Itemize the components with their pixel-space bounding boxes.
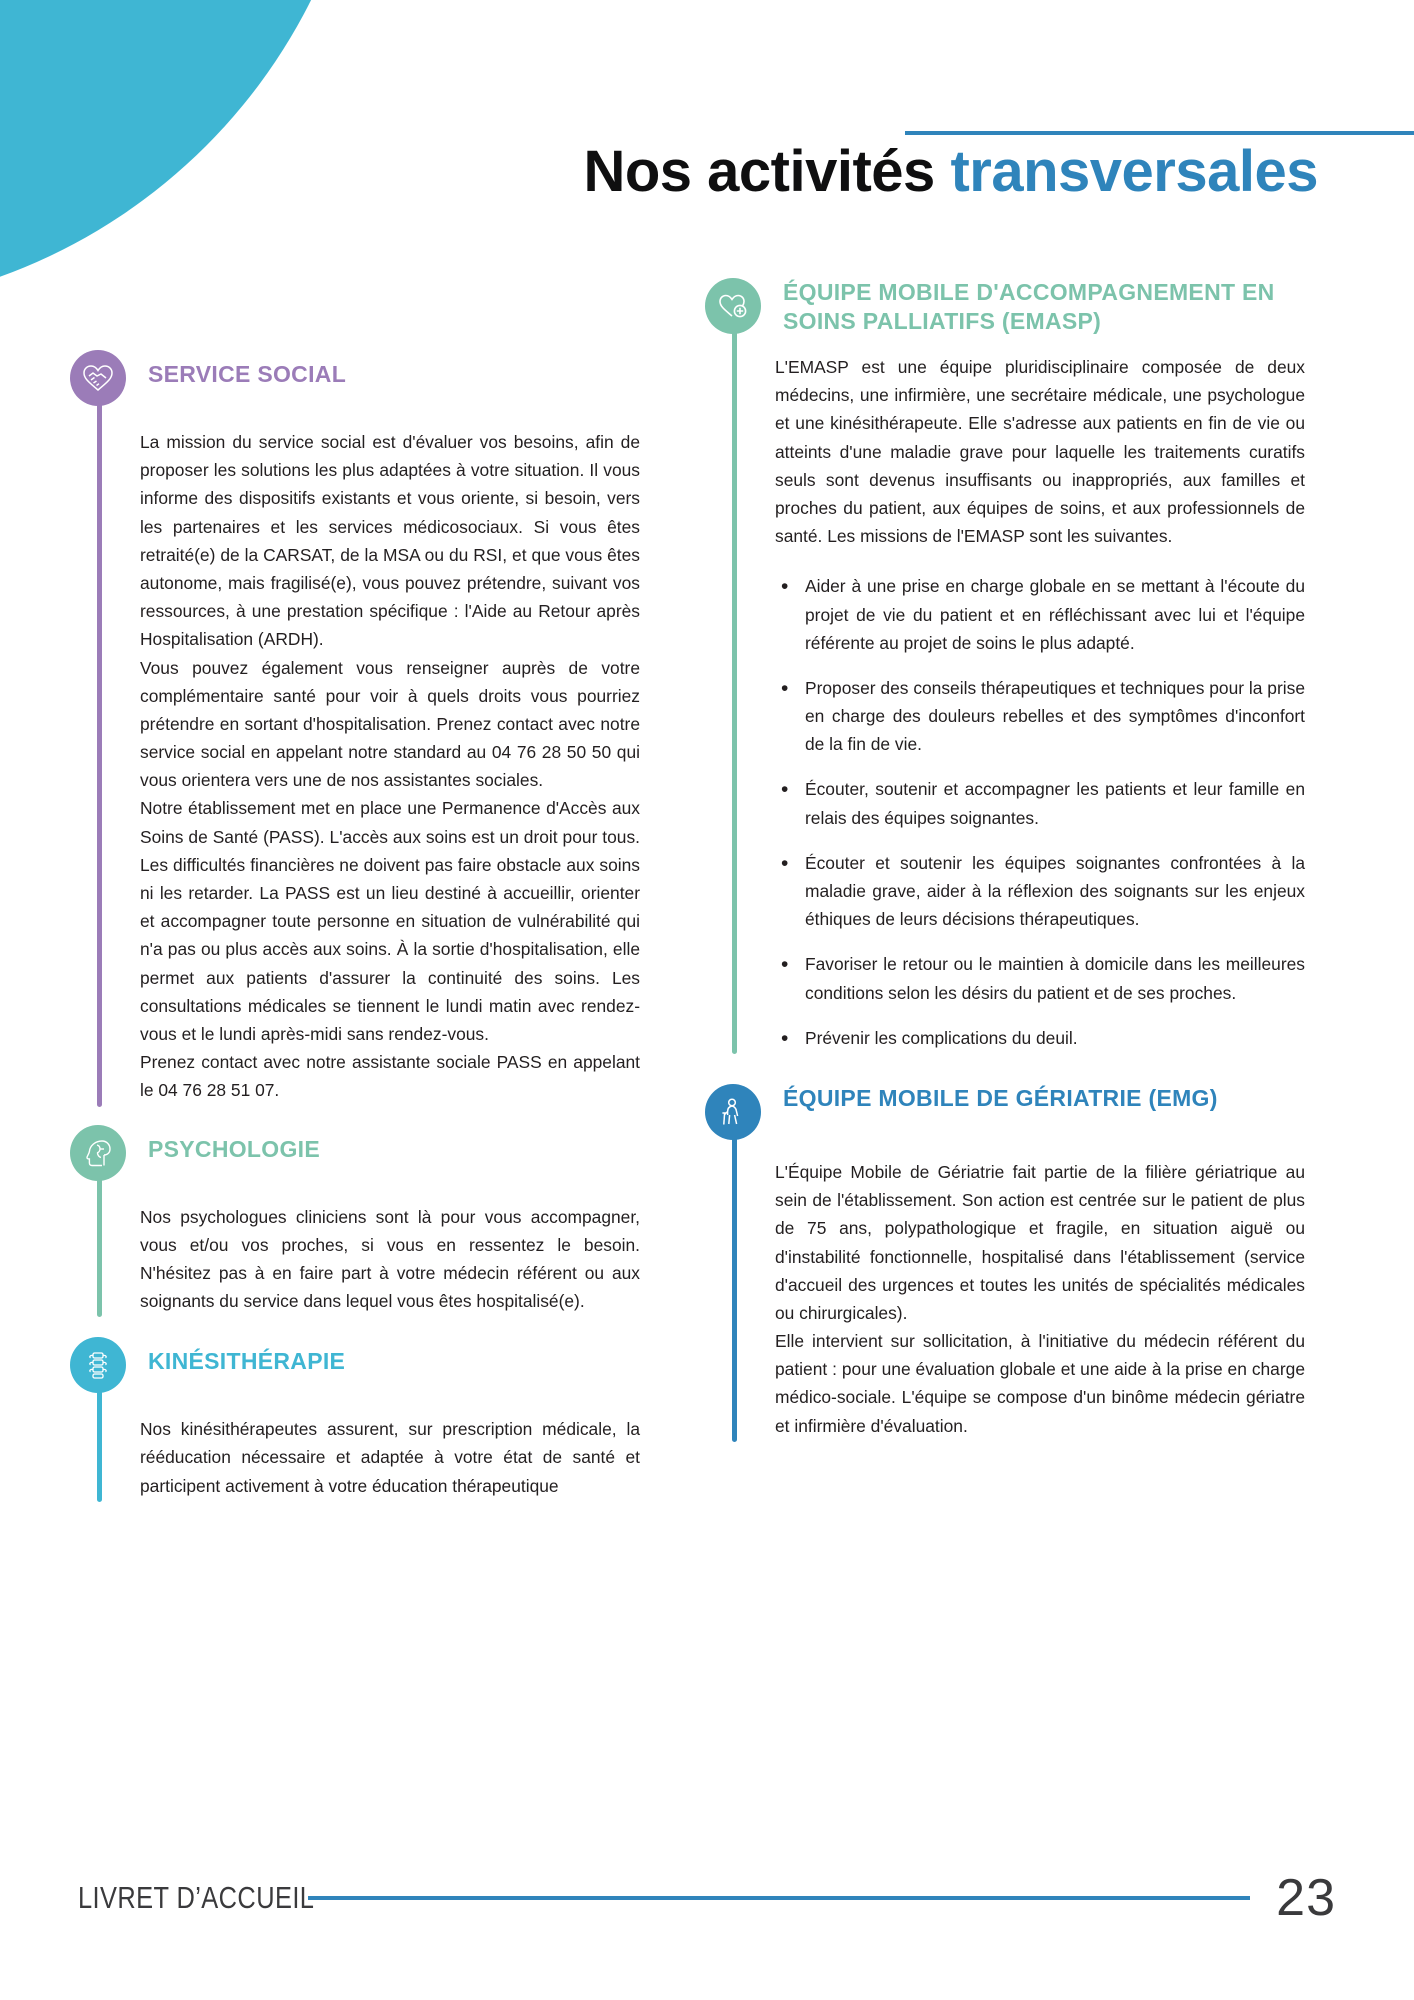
left-column: [70, 350, 640, 1502]
section-body: [775, 353, 1305, 550]
page-title-part1: Nos activités: [583, 139, 951, 204]
list-item: • Proposer des conseils thérapeutiques et techniques pour la prise en charge des douleurs rebelles et des symptômes d'inconfort de la fin de vie.: [775, 674, 1305, 759]
paragraph: Notre établissement met en place une Permanence d'Accès aux Soins de Santé (PASS). L'accès aux soins est un droit pour tous. Les difficultés financières ne doivent pas faire obstacle aux soins ni les retarder. La PASS est un lieu destiné à accueillir, orienter et accompagner toute personne en situation de vulnérabilité qui n'a pas ou plus accès aux soins. À la sortie d'hospitalisation, elle permet aux patients d'assurer la continuité des soins. Les consultations médicales se tiennent le lundi matin avec rendez-vous et le lundi après-midi sans rendez-vous.: [140, 798, 640, 1044]
paragraph: L'EMASP est une équipe pluridisciplinaire composée de deux médecins, une infirmière, une secrétaire médicale, une psychologue et une kinésithérapeute. Elle s'adresse aux patients en fin de vie ou atteints d'une maladie grave pour laquelle les traitements curatifs seuls sont devenus insuffisants ou inappropriés, aux familles et proches du patient, aux équipes de soins, et aux professionnels de santé. Les missions de l'EMASP sont les suivantes.: [775, 357, 1305, 547]
section-bullet-list: [775, 572, 1305, 1052]
list-item: • Aider à une prise en charge globale en se mettant à l'écoute du projet de vie du patient et en réfléchissant avec lui et l'équipe référente au projet de soins le plus adapté.: [775, 572, 1305, 657]
section-emg: [705, 1084, 1305, 1442]
section-header: [705, 1084, 1305, 1140]
section-spine: [97, 376, 102, 1107]
page-number: 23: [1276, 1869, 1336, 1927]
section-kinesitherapie: [70, 1337, 640, 1502]
section-body: [775, 1158, 1305, 1440]
section-header: [70, 350, 640, 406]
right-column: [705, 278, 1305, 1442]
paragraph: Vous pouvez également vous renseigner auprès de votre complémentaire santé pour voir à quels droits vous pourriez prétendre en sortant d'hospitalisation. Prenez contact avec notre service social en appelant notre standard au 04 76 28 50 50 qui vous orientera vers une de nos assistantes sociales.: [140, 657, 640, 791]
head-brain-icon: [70, 1125, 126, 1181]
paragraph: L'Équipe Mobile de Gériatrie fait partie de la filière gériatrique au sein de l'établissement. Son action est centrée sur le patient de plus de 75 ans, polypathologique et fragile, en situation aiguë ou d'instabilité fonctionnelle, hospitalisé dans l'établissement (service d'accueil des urgences et toutes les unités de spécialités médicales ou chirurgicales).: [775, 1161, 1305, 1323]
list-item: • Prévenir les complications du deuil.: [775, 1024, 1305, 1052]
footer-label: LIVRET D’ACCUEIL: [78, 1880, 315, 1915]
paragraph: La mission du service social est d'évaluer vos besoins, afin de proposer les solutions les plus adaptées à votre situation. Il vous informe des dispositifs existants et vous oriente, si besoin, vers les partenaires et les services médicosociaux. Si vous êtes retraité(e) de la CARSAT, de la MSA ou du RSI, et que vous êtes autonome, mais fragilisé(e), vous pouvez prétendre, suivant vos ressources, à une prestation spécifique : l'Aide au Retour après Hospitalisation (ARDH).: [140, 432, 640, 650]
section-header: [705, 278, 1305, 335]
section-header: [70, 1337, 640, 1393]
list-item: • Favoriser le retour ou le maintien à domicile dans les meilleures conditions selon les désirs du patient et de ses proches.: [775, 950, 1305, 1006]
section-title: KINÉSITHÉRAPIE: [148, 1348, 346, 1375]
footer-rule: [308, 1896, 1250, 1900]
paragraph: Elle intervient sur sollicitation, à l'initiative du médecin référent du patient : pour une évaluation globale et une aide à la prise en charge médico-sociale. L'équipe se compose d'un binôme médecin gériatre et infirmière d'évaluation.: [775, 1331, 1305, 1436]
paragraph: Nos kinésithérapeutes assurent, sur prescription médicale, la rééducation nécessaire et adaptée à votre état de santé et participent activement à votre éducation thérapeutique: [140, 1419, 640, 1496]
page-title-part2: transversales: [950, 139, 1318, 204]
section-service-social: [70, 350, 640, 1107]
section-body: [140, 1203, 640, 1316]
page-footer: [78, 1869, 1336, 1927]
list-item: • Écouter et soutenir les équipes soignantes confrontées à la maladie grave, aider à la réflexion des soignants sur les enjeux éthiques de leurs décisions thérapeutiques.: [775, 849, 1305, 934]
heart-plus-icon: [705, 278, 761, 334]
list-item: • Écouter, soutenir et accompagner les patients et leur famille en relais des équipes soignantes.: [775, 775, 1305, 831]
paragraph: Nos psychologues cliniciens sont là pour vous accompagner, vous et/ou vos proches, si vous en ressentez le besoin. N'hésitez pas à en faire part à votre médecin référent ou aux soignants du service dans lequel vous êtes hospitalisé(e).: [140, 1206, 640, 1312]
section-title: ÉQUIPE MOBILE DE GÉRIATRIE (EMG): [783, 1084, 1218, 1111]
elderly-person-cane-icon: [705, 1084, 761, 1140]
paragraph: Prenez contact avec notre assistante sociale PASS en appelant le 04 76 28 51 07.: [140, 1052, 640, 1101]
section-spine: [732, 304, 737, 1054]
section-spine: [732, 1110, 737, 1442]
section-header: [70, 1125, 640, 1181]
handshake-heart-icon: [70, 350, 126, 406]
section-psychologie: [70, 1125, 640, 1318]
section-body: [140, 428, 640, 1105]
section-title: PSYCHOLOGIE: [148, 1135, 320, 1162]
section-emasp: [705, 278, 1305, 1054]
section-body: [140, 1415, 640, 1500]
header-rule: [905, 131, 1414, 135]
spine-icon: [70, 1337, 126, 1393]
section-title: SERVICE SOCIAL: [148, 361, 347, 387]
page-title: [0, 139, 1318, 204]
section-title: ÉQUIPE MOBILE D'ACCOMPAGNEMENT EN SOINS PALLIATIFS (EMASP): [783, 279, 1275, 334]
